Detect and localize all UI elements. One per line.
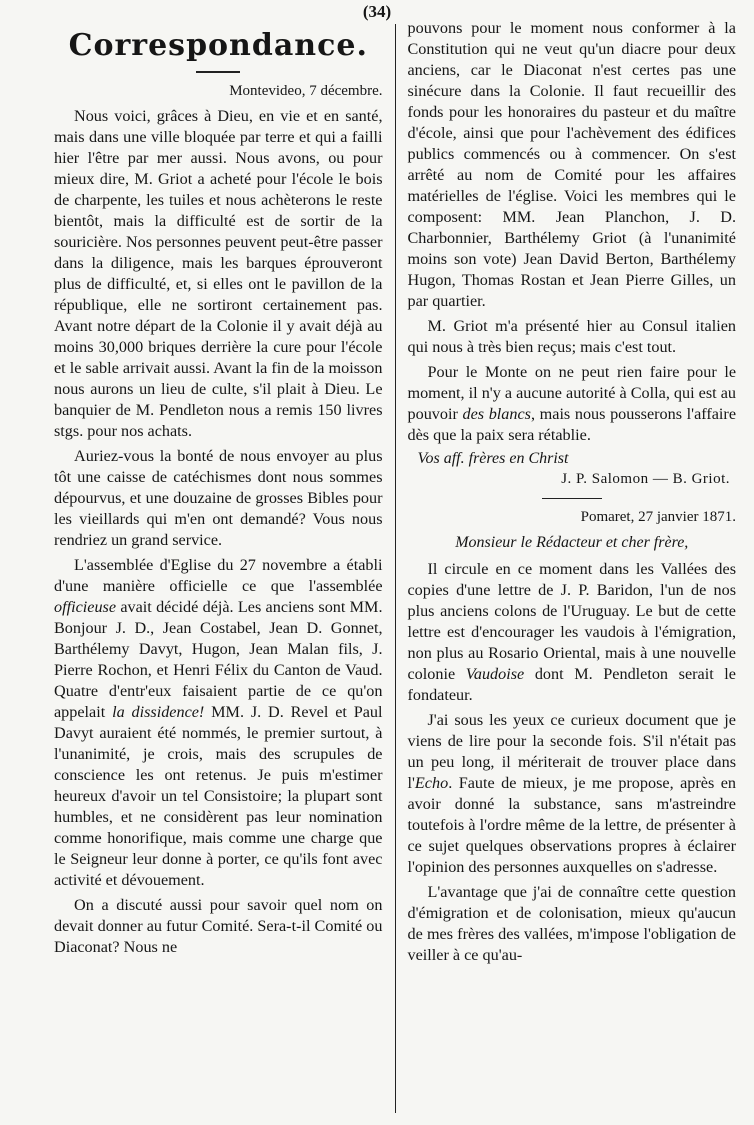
paragraph-3: L'assemblée d'Eglise du 27 novembre a établi d'une manière officielle ce que l'assemblée officieuse avait décidé déjà. Les anciens sont MM. Bonjour J. D., Jean Costabel, Jean D. Gonnet, Barthélemy Davyt, Hugon, Jean Malan fils, J. Pierre Rochon, et Henri Félix du Canton de Vaud. Quatre d'entr'eux faisaient partie de ce qu'on appelait la dissidence! MM. J. D. Revel et Paul Davyt auraient été nommés, le premier surtout, à l'unanimité, je crois, mais des scrupules de conscience les ont retenus. Je puis m'estimer heureux d'avoir un tel Consistoire; la plupart sont humbles, et ne considèrent pas leur nomination comme honorifique, mais comme une charge que le Seigneur leur donne à porter, ce qu'ils font avec activité et dévouement.	[54, 556, 383, 889]
signoff: Vos aff. frères en Christ	[417, 450, 569, 467]
letter-separator	[542, 498, 602, 499]
paragraph-document: J'ai sous les yeux ce curieux document que je viens de lire pour la seconde fois. S'il n'était pas un peu long, il mériterait de trouver place dans l'Echo. Faute de mieux, je me propose, après en avoir donné la substance, sans m'astreindre toutefois à l'ordre même de la lettre, de présenter à ce sujet quelques observations propres à éclairer l'opinion des personnes auxquelles on s'adresse.	[407, 711, 736, 876]
paragraph-2: Auriez-vous la bonté de nous envoyer au plus tôt une caisse de catéchismes dont nous sommes dépourvus, et une douzaine de grosses Bibles pour les vieillards qui m'en ont demandé? Vous nous rendriez un grand service.	[54, 447, 383, 549]
paragraph-4: On a discuté aussi pour savoir quel nom on devait donner au futur Comité. Sera-t-il Comité ou Diaconat? Nous ne	[54, 896, 383, 956]
left-column	[54, 18, 395, 1117]
two-column-layout	[54, 18, 736, 1117]
title-rule	[196, 71, 240, 73]
paragraph-consul: M. Griot m'a présenté hier au Consul italien qui nous à très bien reçus; mais c'est tout.	[407, 317, 736, 356]
page-number: (34)	[362, 2, 392, 21]
paragraph-avantage: L'avantage que j'ai de connaître cette question d'émigration et de colonisation, mieux qu'aucun de mes frères des vallées, m'impose l'obligation de veiller à ce qu'au-	[407, 883, 736, 964]
salutation: Monsieur le Rédacteur et cher frère,	[455, 534, 689, 551]
right-column	[396, 18, 737, 1117]
section-title: Correspondance.	[68, 28, 368, 63]
paragraph-continued: pouvons pour le moment nous conformer à la Constitution qui ne veut qu'un diacre pour deux anciens, car le Diaconat n'est certes pas une sinécure dans la Colonie. Il faut recueillir des fonds pour les honoraires du pasteur et du maître d'école, ainsi que pour l'achèvement des édifices publics commencés ou à commencer. On s'est arrêté au nom de Comité pour les affaires matérielles de l'église. Voici les membres qui le composent: MM. Jean Planchon, J. D. Charbonnier, Barthélemy Griot (à l'unanimité moins son vote) Jean David Berton, Barthélemy Hugon, Thomas Rostan et Jean Pierre Gilles, un par quartier.	[407, 19, 736, 310]
paragraph-1: Nous voici, grâces à Dieu, en vie et en santé, mais dans une ville bloquée par terre et qui a failli hier l'être par mer aussi. Nous avons, ou pour mieux dire, M. Griot a acheté pour l'école le bois de charpente, les tuiles et nous achèterons le reste bientôt, mais la difficulté est de sortir de la souricière. Nos personnes peuvent peut-être passer dans la diligence, mais les barques éprouveront plus de difficulté, et, si elles ont le pavillon de la république, elle ne sortiront certainement pas. Avant notre départ de la Colonie il y avait déjà au moins 30,000 briques derrière la cure pour l'école et le sable arrivait aussi. Avant la fin de la moisson nous aurons un lieu de culte, s'il plait à Dieu. Le banquier de M. Pendleton nous a remis 150 livres stgs. pour nos achats.	[54, 107, 383, 440]
paragraph-circule: Il circule en ce moment dans les Vallées des copies d'une lettre de J. P. Baridon, l'un de nos plus anciens colons de l'Uruguay. Le but de cette lettre est d'encourager les vaudois à l'émigration, non plus au Rosario Oriental, mais à une nouvelle colonie Vaudoise dont M. Pendleton serait le fondateur.	[407, 560, 736, 704]
signatures: J. P. Salomon — B. Griot.	[561, 471, 730, 487]
dateline-montevideo: Montevideo, 7 décembre.	[229, 83, 383, 99]
paragraph-monte: Pour le Monte on ne peut rien faire pour le moment, il n'y a aucune autorité à Colla, qui est au pouvoir des blancs, mais nous pousserons l'affaire dès que la paix sera rétablie.	[407, 363, 736, 444]
dateline-pomaret: Pomaret, 27 janvier 1871.	[580, 509, 736, 525]
